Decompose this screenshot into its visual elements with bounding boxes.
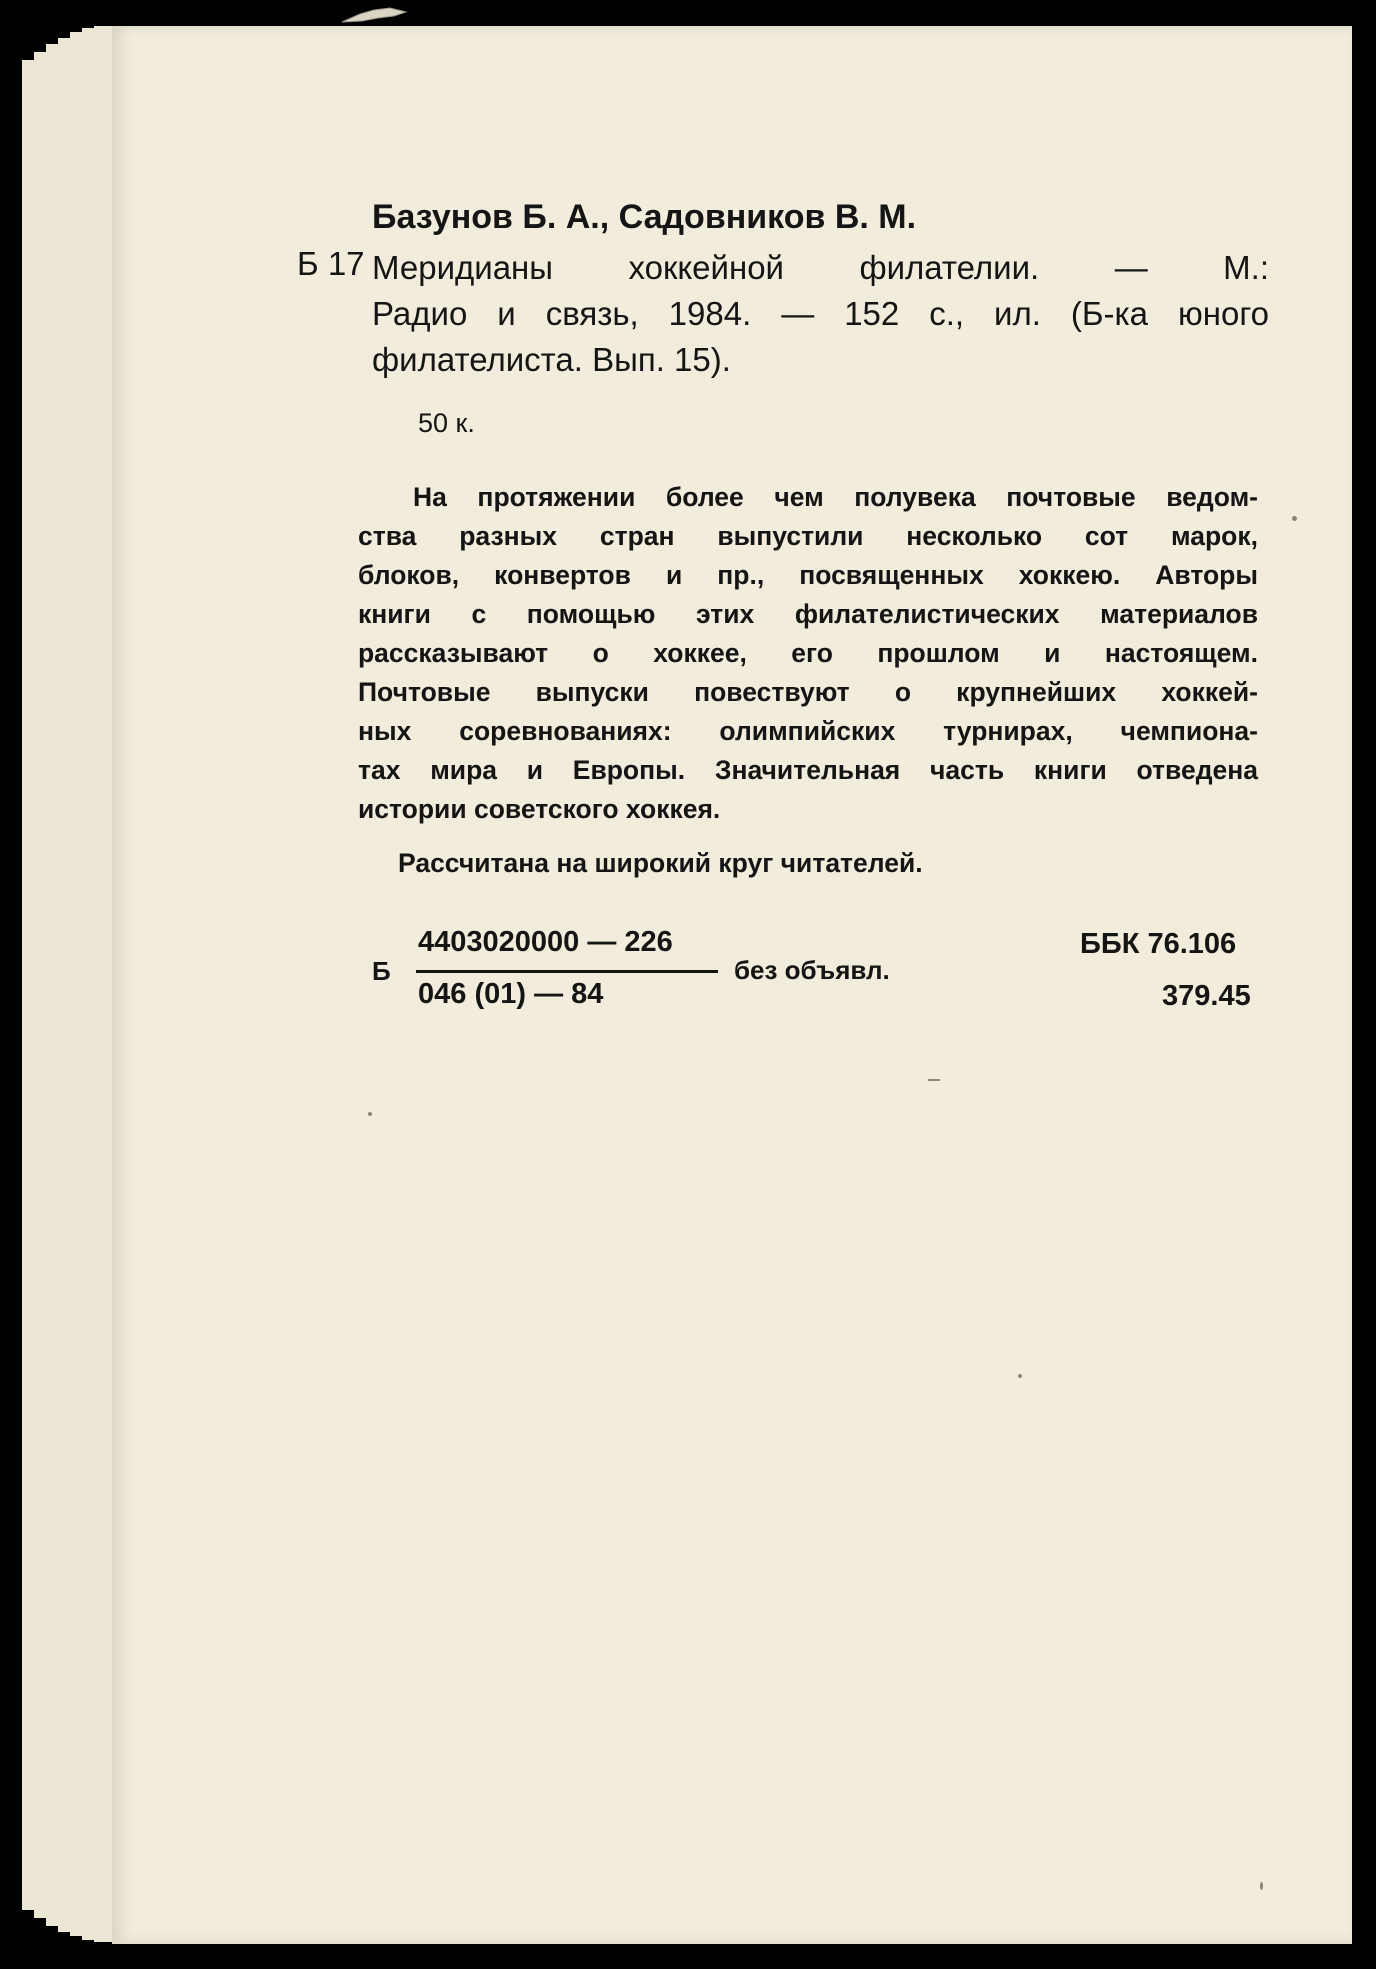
bibliographic-description xyxy=(372,245,1269,383)
paper-speck xyxy=(928,1079,940,1081)
torn-paper-mark xyxy=(340,6,410,24)
bibliographic-line: Радио и связь, 1984. — 152 с., ил. (Б-ка юного xyxy=(372,295,1269,332)
bibliographic-line: Меридианы хоккейной филателии. — М.: xyxy=(372,249,1269,286)
paper-speck xyxy=(1260,1882,1263,1890)
index-numerator: 4403020000 — 226 xyxy=(418,926,673,958)
author-line: Базунов Б. А., Садовников В. М. xyxy=(372,198,917,236)
index-letter: Б xyxy=(372,956,391,986)
fraction-line xyxy=(416,970,718,973)
abstract-line: истории советского хоккея. xyxy=(358,794,721,824)
abstract-line: Почтовые выпуски повествуют о крупнейших хоккей- xyxy=(358,677,1258,707)
paper-speck xyxy=(1018,1374,1022,1378)
abstract-line: тах мира и Европы. Значительная часть книги отведена xyxy=(358,755,1258,785)
index-denominator: 046 (01) — 84 xyxy=(418,978,604,1010)
abstract-line: ства разных стран выпустили несколько сот марок, xyxy=(358,521,1258,551)
abstract-line: блоков, конвертов и пр., посвященных хоккею. Авторы xyxy=(358,560,1258,590)
price: 50 к. xyxy=(418,408,475,438)
paper-speck xyxy=(368,1112,372,1116)
abstract-line: На протяжении более чем полувека почтовые ведом- xyxy=(413,482,1258,512)
catalog-code: Б 17 xyxy=(297,245,365,282)
audience-note: Рассчитана на широкий круг читателей. xyxy=(398,848,923,878)
abstract-line: книги с помощью этих филателистических материалов xyxy=(358,599,1258,629)
abstract-line: ных соревнованиях: олимпийских турнирах, чемпиона- xyxy=(358,716,1258,746)
udc-code: 379.45 xyxy=(1162,980,1251,1012)
abstract xyxy=(358,478,1258,829)
paper-speck xyxy=(1292,516,1297,521)
bbk-code: ББК 76.106 xyxy=(1080,928,1237,960)
bibliographic-line: филателиста. Вып. 15). xyxy=(372,341,731,378)
abstract-line: рассказывают о хоккее, его прошлом и настоящем. xyxy=(358,638,1258,668)
no-announcement-note: без объявл. xyxy=(734,955,890,985)
